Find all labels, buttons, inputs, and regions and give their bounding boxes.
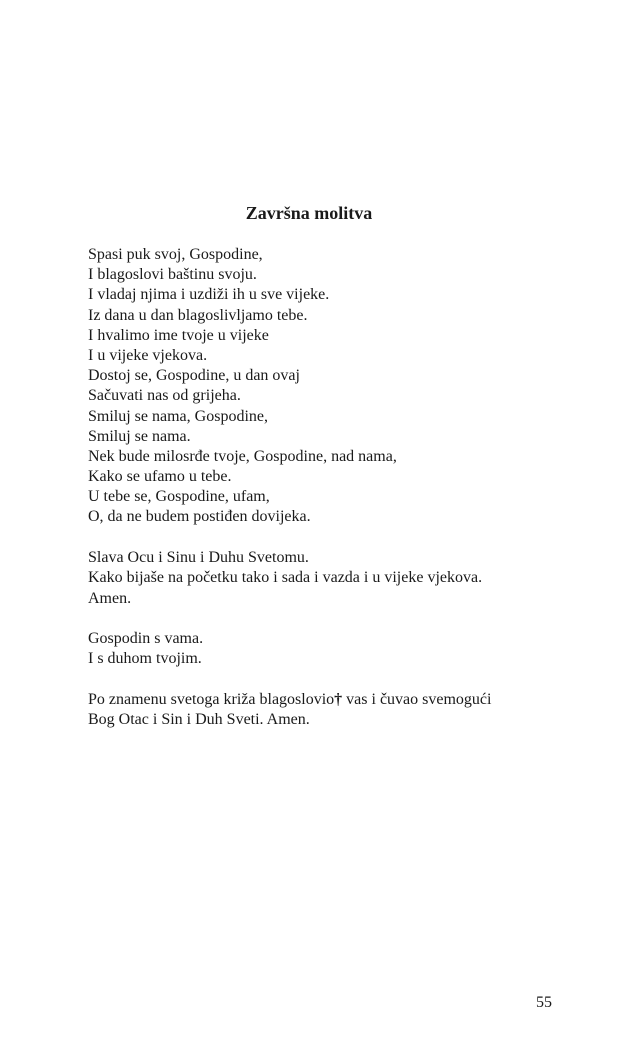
verse-line: Amen. (88, 589, 132, 607)
paragraph-gap (88, 670, 588, 691)
verse-line: Iz dana u dan blagoslivljamo tebe. (88, 306, 308, 324)
stanza-1 (88, 245, 588, 528)
paragraph-gap (88, 528, 588, 549)
verse-line: Slava Ocu i Sinu i Duhu Svetomu. (88, 549, 309, 567)
verse-line: Sačuvati nas od grijeha. (88, 387, 241, 405)
verse-line: Gospodin s vama. (88, 630, 204, 648)
verse-line: Smiluj se nama. (88, 427, 191, 445)
verse-line: Nek bude milosrđe tvoje, Gospodine, nad nama, (88, 447, 397, 465)
verse-line: O, da ne budem postiđen dovijeka. (88, 508, 311, 526)
paragraph-gap (88, 609, 588, 630)
cross-icon: † (334, 691, 343, 709)
blessing-text-after: vas i čuvao svemogući (342, 691, 492, 709)
blessing-text-before: Po znamenu svetoga križa blagoslovio (88, 691, 335, 709)
verse-line: I u vijeke vjekova. (88, 346, 208, 364)
verse-line: Spasi puk svoj, Gospodine, (88, 246, 263, 263)
blessing-line-2: Bog Otac i Sin i Duh Sveti. Amen. (88, 711, 310, 729)
verse-line: I blagoslovi baštinu svoju. (88, 266, 257, 284)
verse-line: Dostoj se, Gospodine, u dan ovaj (88, 367, 300, 385)
blessing-line-1 (88, 690, 588, 710)
blessing (88, 690, 588, 730)
prayer-body (88, 245, 588, 730)
verse-line: I vladaj njima i uzdiži ih u sve vijeke. (88, 286, 330, 304)
stanza-3 (88, 629, 588, 669)
verse-line: I s duhom tvojim. (88, 650, 202, 668)
page-number: 55 (536, 994, 552, 1011)
verse-line: Kako se ufamo u tebe. (88, 468, 232, 486)
verse-line: I hvalimo ime tvoje u vijeke (88, 326, 269, 344)
verse-line: Smiluj se nama, Gospodine, (88, 407, 268, 425)
prayer-title: Završna molitva (245, 203, 373, 223)
verse-line: Kako bijaše na početku tako i sada i vazda i u vijeke vjekova. (88, 569, 483, 587)
stanza-2 (88, 548, 588, 609)
verse-line: U tebe se, Gospodine, ufam, (88, 488, 270, 506)
